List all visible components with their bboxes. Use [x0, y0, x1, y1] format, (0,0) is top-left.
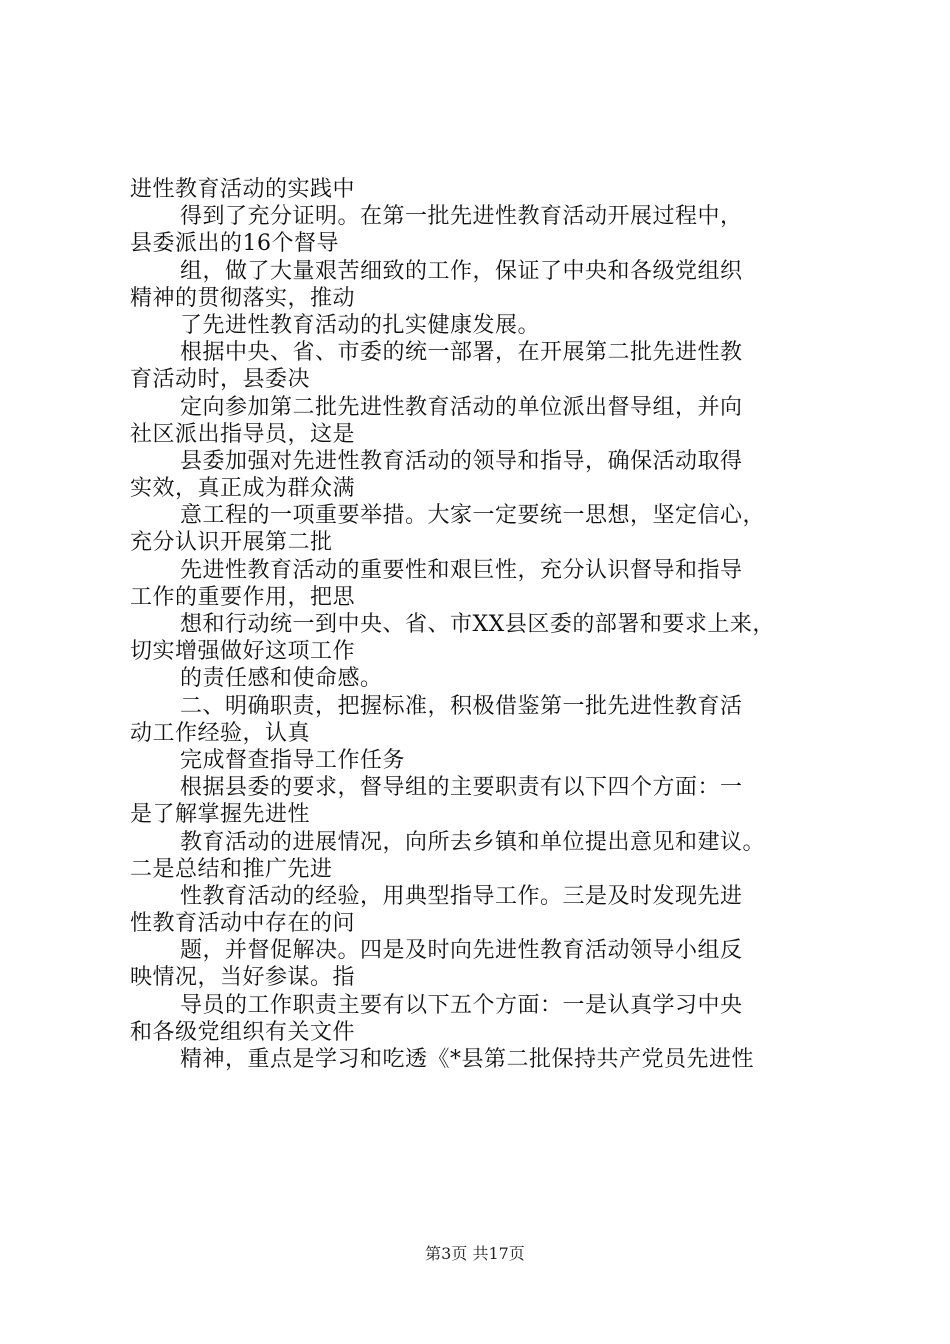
text-line: 切实增强做好这项工作: [130, 639, 356, 665]
text-line: 精神，重点是学习和吃透《*县第二批保持共产党员先进性: [180, 1047, 755, 1072]
text-line: 组，做了大量艰苦细致的工作，保证了中央和各级党组织: [180, 258, 743, 284]
text-line: 二是总结和推广先进: [130, 856, 333, 882]
page-footer: 第3页 共17页: [425, 1244, 525, 1263]
text-line: 根据县委的要求，督导组的主要职责有以下四个方面：一: [180, 775, 743, 801]
text-line: 进性教育活动的实践中: [130, 177, 356, 202]
text-line: 社区派出指导员，这是: [130, 421, 356, 447]
text-line: 定向参加第二批先进性教育活动的单位派出督导组，并向: [180, 394, 743, 420]
text-line: 精神的贯彻落实，推动: [130, 285, 356, 311]
text-line: 育活动时，县委决: [130, 367, 311, 393]
text-line: 实效，真正成为群众满: [130, 476, 356, 502]
text-line: 完成督查指导工作任务: [180, 747, 406, 773]
text-line: 导员的工作职责主要有以下五个方面：一是认真学习中央: [180, 992, 743, 1018]
text-line: 性教育活动中存在的问: [130, 911, 356, 937]
text-line: 的责任感和使命感。: [180, 666, 383, 692]
text-line: 映情况，当好参谋。指: [130, 965, 356, 991]
text-line: 了先进性教育活动的扎实健康发展。: [180, 312, 541, 338]
text-line: 得到了充分证明。在第一批先进性教育活动开展过程中，: [180, 204, 743, 230]
text-line: 和各级党组织有关文件: [130, 1019, 356, 1045]
text-line: 县委加强对先进性教育活动的领导和指导，确保活动取得: [180, 448, 743, 474]
text-line: 想和行动统一到中央、省、市XX县区委的部署和要求上来，: [180, 612, 775, 637]
text-line: 动工作经验，认真: [130, 720, 311, 746]
text-line: 县委派出的16个督导: [130, 231, 339, 257]
text-line: 意工程的一项重要举措。大家一定要统一思想，坚定信心，: [180, 503, 766, 529]
text-line: 二、明确职责，把握标准，积极借鉴第一批先进性教育活: [180, 693, 743, 719]
text-line: 工作的重要作用，把思: [130, 584, 356, 610]
text-line: 教育活动的进展情况，向所去乡镇和单位提出意见和建议。: [180, 829, 766, 855]
text-line: 性教育活动的经验，用典型指导工作。三是及时发现先进: [180, 883, 743, 909]
document-body: [130, 176, 835, 1073]
text-line: 先进性教育活动的重要性和艰巨性，充分认识督导和指导: [180, 557, 743, 583]
text-line: 是了解掌握先进性: [130, 802, 311, 828]
text-line: 充分认识开展第二批: [130, 530, 333, 556]
text-line: 题，并督促解决。四是及时向先进性教育活动领导小组反: [180, 938, 743, 964]
text-line: 根据中央、省、市委的统一部署，在开展第二批先进性教: [180, 340, 743, 366]
